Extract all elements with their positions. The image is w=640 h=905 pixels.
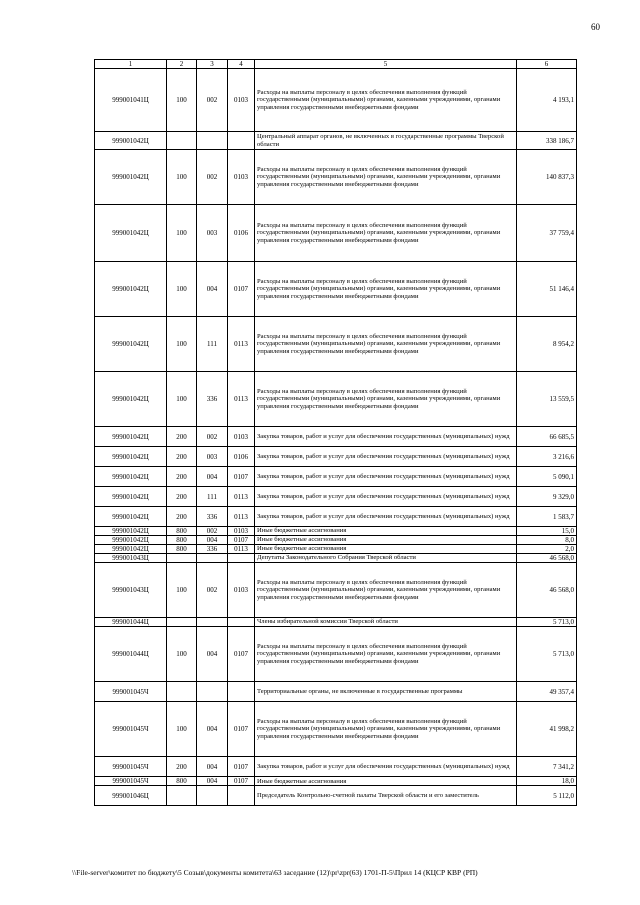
amount-cell: 4 193,1	[517, 69, 577, 132]
section-cell: 004	[197, 757, 228, 777]
table-row	[95, 536, 577, 545]
code-cell: 999001041Ц	[95, 69, 167, 132]
table-row	[95, 447, 577, 467]
group-cell: 200	[167, 427, 197, 447]
section-cell: 002	[197, 150, 228, 205]
subsection-cell: 0103	[228, 69, 255, 132]
group-cell: 100	[167, 317, 197, 372]
description-cell: Расходы на выплаты персоналу в целях обеспечения выполнения функций государственными (муниципальными) органами, казенными учреждениями, органами управления государственными внебюджетными фондами	[255, 205, 517, 262]
section-cell	[197, 786, 228, 806]
description-cell: Закупка товаров, работ и услуг для обеспечения государственных (муниципальных) нужд	[255, 467, 517, 487]
subsection-cell: 0107	[228, 777, 255, 786]
table-row	[95, 262, 577, 317]
amount-cell: 5 713,0	[517, 627, 577, 682]
group-cell: 100	[167, 69, 197, 132]
description-cell: Закупка товаров, работ и услуг для обеспечения государственных (муниципальных) нужд	[255, 487, 517, 507]
description-cell: Расходы на выплаты персоналу в целях обеспечения выполнения функций государственными (муниципальными) органами, казенными учреждениями, органами управления государственными внебюджетными фондами	[255, 372, 517, 427]
description-cell: Депутаты Законодательного Собрания Тверской области	[255, 554, 517, 563]
section-cell: 111	[197, 317, 228, 372]
code-cell: 999001044Ц	[95, 627, 167, 682]
section-cell: 336	[197, 507, 228, 527]
description-cell: Расходы на выплаты персоналу в целях обеспечения выполнения функций государственными (муниципальными) органами, казенными учреждениями, органами управления государственными внебюджетными фондами	[255, 69, 517, 132]
subsection-cell	[228, 132, 255, 150]
section-cell: 002	[197, 563, 228, 618]
section-cell: 111	[197, 487, 228, 507]
group-cell: 800	[167, 777, 197, 786]
table-row	[95, 627, 577, 682]
table-row	[95, 563, 577, 618]
budget-table	[94, 59, 577, 806]
subsection-cell	[228, 682, 255, 702]
table-row	[95, 554, 577, 563]
file-path-footer: \\File-server\комитет по бюджету\5 Созыв\документы комитета\63 заседание (12)\pr\zpr(63) 1701-П-5\Прил 14 (КЦСР КВР (РП)	[72, 868, 478, 877]
code-cell: 999001042Ц	[95, 262, 167, 317]
amount-cell: 5 112,0	[517, 786, 577, 806]
subsection-cell: 0113	[228, 487, 255, 507]
subsection-cell: 0107	[228, 262, 255, 317]
code-cell: 999001045Ч	[95, 682, 167, 702]
amount-cell: 41 998,2	[517, 702, 577, 757]
description-cell: Расходы на выплаты персоналу в целях обеспечения выполнения функций государственными (муниципальными) органами, казенными учреждениями, органами управления государственными внебюджетными фондами	[255, 262, 517, 317]
group-cell: 100	[167, 205, 197, 262]
group-cell	[167, 786, 197, 806]
description-cell: Иные бюджетные ассигнования	[255, 777, 517, 786]
section-cell: 004	[197, 467, 228, 487]
group-cell: 100	[167, 563, 197, 618]
group-cell: 200	[167, 507, 197, 527]
description-cell: Расходы на выплаты персоналу в целях обеспечения выполнения функций государственными (муниципальными) органами, казенными учреждениями, органами управления государственными внебюджетными фондами	[255, 627, 517, 682]
code-cell: 999001042Ц	[95, 132, 167, 150]
description-cell: Иные бюджетные ассигнования	[255, 527, 517, 536]
description-cell: Расходы на выплаты персоналу в целях обеспечения выполнения функций государственными (муниципальными) органами, казенными учреждениями, органами управления государственными внебюджетными фондами	[255, 150, 517, 205]
amount-cell: 15,0	[517, 527, 577, 536]
description-cell: Расходы на выплаты персоналу в целях обеспечения выполнения функций государственными (муниципальными) органами, казенными учреждениями, органами управления государственными внебюджетными фондами	[255, 317, 517, 372]
section-cell	[197, 132, 228, 150]
description-cell: Председатель Контрольно-счетной палаты Тверской области и его заместитель	[255, 786, 517, 806]
amount-cell: 2,0	[517, 545, 577, 554]
code-cell: 999001043Ц	[95, 554, 167, 563]
amount-cell: 66 685,5	[517, 427, 577, 447]
group-cell: 800	[167, 545, 197, 554]
description-cell: Закупка товаров, работ и услуг для обеспечения государственных (муниципальных) нужд	[255, 427, 517, 447]
amount-cell: 46 568,0	[517, 563, 577, 618]
description-cell: Закупка товаров, работ и услуг для обеспечения государственных (муниципальных) нужд	[255, 507, 517, 527]
section-cell	[197, 554, 228, 563]
group-cell: 200	[167, 487, 197, 507]
subsection-cell: 0107	[228, 627, 255, 682]
group-cell	[167, 554, 197, 563]
header-cell-5: 5	[255, 60, 517, 69]
amount-cell: 37 759,4	[517, 205, 577, 262]
section-cell: 002	[197, 527, 228, 536]
subsection-cell: 0103	[228, 427, 255, 447]
section-cell: 004	[197, 627, 228, 682]
section-cell: 004	[197, 536, 228, 545]
table-row	[95, 545, 577, 554]
table-row	[95, 777, 577, 786]
amount-cell: 49 357,4	[517, 682, 577, 702]
amount-cell: 7 341,2	[517, 757, 577, 777]
subsection-cell	[228, 618, 255, 627]
page-number: 60	[591, 22, 600, 32]
amount-cell: 18,0	[517, 777, 577, 786]
amount-cell: 46 568,0	[517, 554, 577, 563]
code-cell: 999001042Ц	[95, 536, 167, 545]
section-cell: 336	[197, 372, 228, 427]
subsection-cell: 0106	[228, 205, 255, 262]
group-cell: 100	[167, 262, 197, 317]
code-cell: 999001046Ц	[95, 786, 167, 806]
subsection-cell: 0107	[228, 757, 255, 777]
code-cell: 999001042Ц	[95, 467, 167, 487]
section-cell: 002	[197, 69, 228, 132]
amount-cell: 140 837,3	[517, 150, 577, 205]
code-cell: 999001042Ц	[95, 447, 167, 467]
header-cell-2: 2	[167, 60, 197, 69]
group-cell: 800	[167, 536, 197, 545]
group-cell: 200	[167, 447, 197, 467]
table-row	[95, 205, 577, 262]
table-row	[95, 527, 577, 536]
section-cell: 004	[197, 262, 228, 317]
amount-cell: 5 090,1	[517, 467, 577, 487]
table-row	[95, 618, 577, 627]
section-cell: 002	[197, 427, 228, 447]
subsection-cell: 0113	[228, 545, 255, 554]
table-header-row	[95, 60, 577, 69]
group-cell	[167, 682, 197, 702]
table-row	[95, 317, 577, 372]
subsection-cell: 0113	[228, 372, 255, 427]
subsection-cell: 0113	[228, 317, 255, 372]
code-cell: 999001045Ч	[95, 777, 167, 786]
amount-cell: 1 583,7	[517, 507, 577, 527]
amount-cell: 338 186,7	[517, 132, 577, 150]
description-cell: Закупка товаров, работ и услуг для обеспечения государственных (муниципальных) нужд	[255, 447, 517, 467]
code-cell: 999001042Ц	[95, 507, 167, 527]
section-cell: 003	[197, 447, 228, 467]
table-row	[95, 682, 577, 702]
group-cell: 100	[167, 150, 197, 205]
amount-cell: 13 559,5	[517, 372, 577, 427]
code-cell: 999001043Ц	[95, 563, 167, 618]
table-body	[95, 69, 577, 806]
subsection-cell: 0106	[228, 447, 255, 467]
description-cell: Члены избирательной комиссии Тверской области	[255, 618, 517, 627]
group-cell: 800	[167, 527, 197, 536]
table-row	[95, 132, 577, 150]
subsection-cell: 0107	[228, 536, 255, 545]
header-cell-1: 1	[95, 60, 167, 69]
subsection-cell: 0103	[228, 527, 255, 536]
header-cell-3: 3	[197, 60, 228, 69]
code-cell: 999001045Ч	[95, 702, 167, 757]
amount-cell: 8 954,2	[517, 317, 577, 372]
header-cell-6: 6	[517, 60, 577, 69]
group-cell	[167, 618, 197, 627]
section-cell: 003	[197, 205, 228, 262]
group-cell: 100	[167, 702, 197, 757]
description-cell: Расходы на выплаты персоналу в целях обеспечения выполнения функций государственными (муниципальными) органами, казенными учреждениями, органами управления государственными внебюджетными фондами	[255, 702, 517, 757]
code-cell: 999001045Ч	[95, 757, 167, 777]
table-row	[95, 427, 577, 447]
description-cell: Территориальные органы, не включенные в государственные программы	[255, 682, 517, 702]
table-row	[95, 150, 577, 205]
table-row	[95, 786, 577, 806]
table-row	[95, 702, 577, 757]
section-cell	[197, 682, 228, 702]
table-row	[95, 69, 577, 132]
table-row	[95, 372, 577, 427]
description-cell: Иные бюджетные ассигнования	[255, 545, 517, 554]
section-cell: 336	[197, 545, 228, 554]
group-cell: 200	[167, 757, 197, 777]
code-cell: 999001042Ц	[95, 150, 167, 205]
amount-cell: 8,0	[517, 536, 577, 545]
group-cell: 200	[167, 467, 197, 487]
subsection-cell: 0107	[228, 702, 255, 757]
description-cell: Расходы на выплаты персоналу в целях обеспечения выполнения функций государственными (муниципальными) органами, казенными учреждениями, органами управления государственными внебюджетными фондами	[255, 563, 517, 618]
section-cell: 004	[197, 777, 228, 786]
header-cell-4: 4	[228, 60, 255, 69]
amount-cell: 9 329,0	[517, 487, 577, 507]
subsection-cell: 0103	[228, 563, 255, 618]
group-cell	[167, 132, 197, 150]
subsection-cell	[228, 786, 255, 806]
subsection-cell: 0107	[228, 467, 255, 487]
section-cell	[197, 618, 228, 627]
section-cell: 004	[197, 702, 228, 757]
code-cell: 999001042Ц	[95, 317, 167, 372]
description-cell: Закупка товаров, работ и услуг для обеспечения государственных (муниципальных) нужд	[255, 757, 517, 777]
description-cell: Центральный аппарат органов, не включенных в государственные программы Тверской области	[255, 132, 517, 150]
subsection-cell	[228, 554, 255, 563]
amount-cell: 3 216,6	[517, 447, 577, 467]
code-cell: 999001042Ц	[95, 487, 167, 507]
code-cell: 999001042Ц	[95, 372, 167, 427]
amount-cell: 5 713,0	[517, 618, 577, 627]
code-cell: 999001042Ц	[95, 205, 167, 262]
table-row	[95, 487, 577, 507]
code-cell: 999001042Ц	[95, 527, 167, 536]
group-cell: 100	[167, 372, 197, 427]
amount-cell: 51 146,4	[517, 262, 577, 317]
subsection-cell: 0103	[228, 150, 255, 205]
subsection-cell: 0113	[228, 507, 255, 527]
code-cell: 999001042Ц	[95, 545, 167, 554]
table-row	[95, 507, 577, 527]
code-cell: 999001044Ц	[95, 618, 167, 627]
description-cell: Иные бюджетные ассигнования	[255, 536, 517, 545]
table-row	[95, 757, 577, 777]
table-row	[95, 467, 577, 487]
group-cell: 100	[167, 627, 197, 682]
code-cell: 999001042Ц	[95, 427, 167, 447]
